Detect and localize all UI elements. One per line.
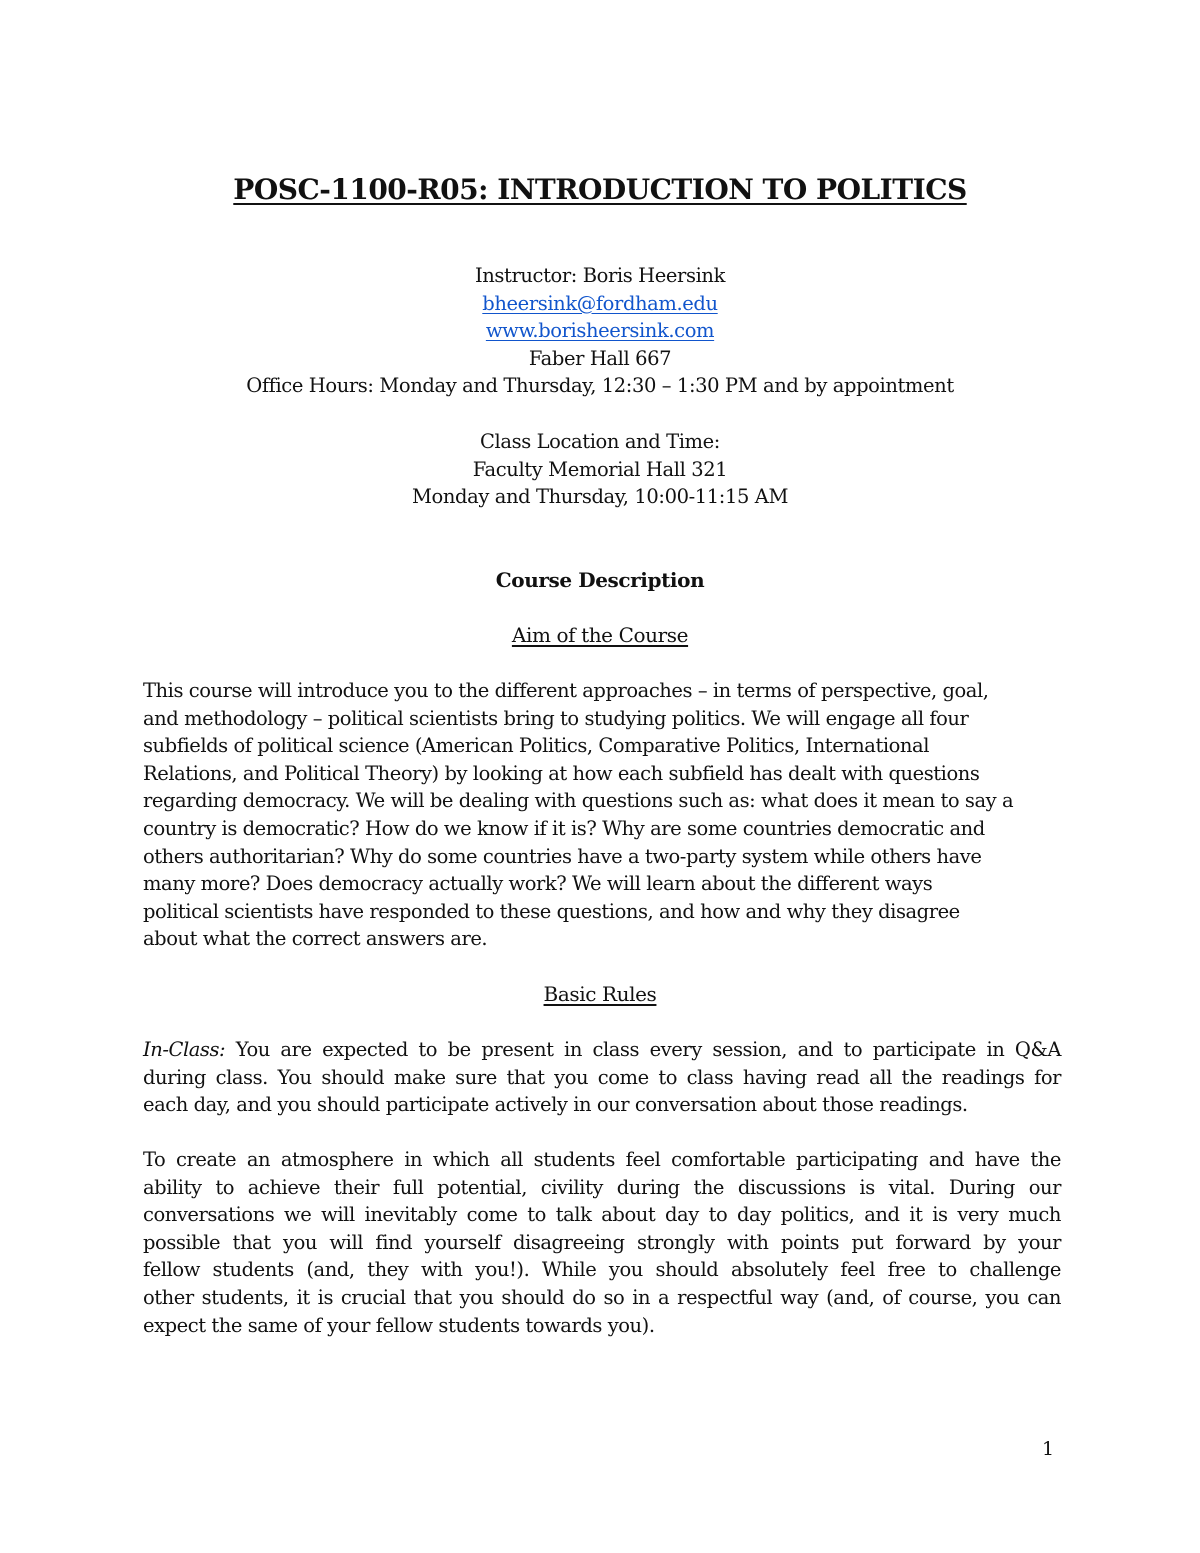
atmosphere-line: expect the same of your fellow students towards you). <box>143 1313 655 1337</box>
contact-block <box>0 262 1200 400</box>
class-location: Faculty Memorial Hall 321 <box>472 457 728 481</box>
atmosphere-line: conversations we will inevitably come to talk about day to day politics, and it is very much <box>143 1203 1061 1227</box>
atmosphere-line: fellow students (and, they with you!). While you should absolutely feel free to challenge <box>143 1258 1061 1282</box>
aim-line: This course will introduce you to the different approaches – in terms of perspective, goal, <box>143 679 989 702</box>
atmosphere-line: ability to achieve their full potential, civility during the discussions is vital. During our <box>143 1175 1061 1199</box>
aim-line: country is democratic? How do we know if it is? Why are some countries democratic and <box>143 816 985 840</box>
course-description-heading: Course Description <box>495 568 705 592</box>
atmosphere-line: To create an atmosphere in which all students feel comfortable participating and have the <box>143 1148 1061 1171</box>
atmosphere-line: other students, it is crucial that you should do so in a respectful way (and, of course, you can <box>143 1285 1061 1309</box>
aim-heading: Aim of the Course <box>511 623 689 647</box>
aim-line: subfields of political science (American Politics, Comparative Politics, International <box>143 734 929 758</box>
aim-line: political scientists have responded to these questions, and how and why they disagree <box>143 899 960 923</box>
aim-line: about what the correct answers are. <box>143 927 488 951</box>
aim-line: others authoritarian? Why do some countries have a two-party system while others have <box>143 844 982 868</box>
office-line: Faber Hall 667 <box>528 346 672 370</box>
email-link[interactable]: bheersink@fordham.edu <box>482 291 718 315</box>
aim-paragraph <box>143 677 1061 953</box>
aim-line: Relations, and Political Theory) by looking at how each subfield has dealt with questions <box>143 761 980 785</box>
aim-line: regarding democracy. We will be dealing with questions such as: what does it mean to say a <box>143 789 1014 813</box>
in-class-paragraph <box>143 1036 1061 1119</box>
website-link[interactable]: www.borisheersink.com <box>485 319 715 342</box>
class-time: Monday and Thursday, 10:00-11:15 AM <box>411 485 789 508</box>
basic-rules-heading: Basic Rules <box>543 982 657 1006</box>
in-class-line: each day, and you should participate actively in our conversation about those readings. <box>143 1093 968 1117</box>
in-class-line: during class. You should make sure that you come to class having read all the readings for <box>143 1065 1061 1089</box>
class-info-label: Class Location and Time: <box>480 430 720 453</box>
page-title: POSC-1100-R05: INTRODUCTION TO POLITICS <box>233 173 967 206</box>
atmosphere-line: possible that you will find yourself disagreeing strongly with points put forward by your <box>143 1230 1061 1254</box>
aim-line: many more? Does democracy actually work? We will learn about the different ways <box>143 872 933 896</box>
office-hours-line: Office Hours: Monday and Thursday, 12:30 – 1:30 PM and by appointment <box>246 374 954 397</box>
class-info-block <box>0 428 1200 511</box>
in-class-line: You are expected to be present in class every session, and to participate in Q&A <box>225 1038 1061 1061</box>
in-class-label: In-Class: <box>143 1038 226 1061</box>
atmosphere-paragraph <box>143 1146 1061 1339</box>
aim-line: and methodology – political scientists bring to studying politics. We will engage all four <box>143 706 969 730</box>
instructor-line: Instructor: Boris Heersink <box>474 264 726 287</box>
page-number: 1 <box>1042 1438 1055 1460</box>
